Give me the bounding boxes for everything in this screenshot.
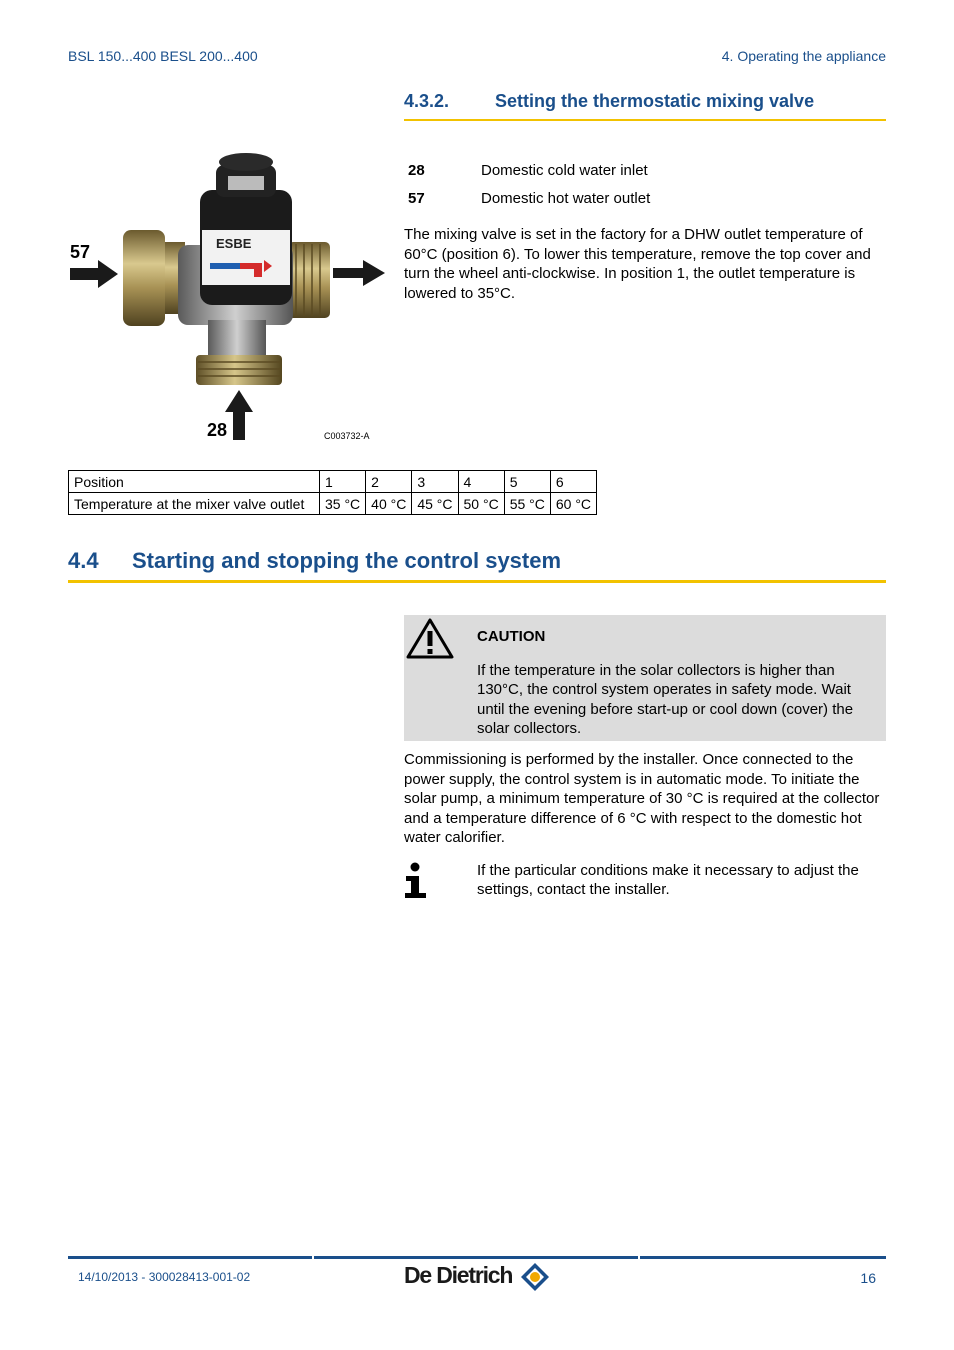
legend-description: Domestic hot water outlet (481, 190, 651, 207)
footer-rule (68, 1256, 886, 1259)
section-number: 4.4 (68, 548, 99, 573)
table-cell: 2 (366, 471, 412, 493)
legend-code: 57 (408, 190, 425, 207)
table-row (69, 471, 597, 493)
legend-item-57 (408, 190, 886, 210)
brand-diamond-icon (520, 1262, 550, 1292)
info-text: If the particular conditions make it necessary to adjust the settings, contact the installer. (477, 862, 859, 899)
table-cell: 50 °C (458, 493, 504, 515)
section-heading (68, 546, 886, 583)
mixing-valve-figure (68, 150, 388, 445)
caution-box (404, 615, 886, 741)
header-chapter: 4. Operating the appliance (721, 48, 886, 64)
commissioning-paragraph: Commissioning is performed by the installer. Once connected to the power supply, the control system is in automatic mode. To initiate the solar pump, a minimum temperature of 30 °C is required at the collector and a temperature difference of 6 °C with respect to the domestic hot water calorifier. (404, 751, 880, 846)
position-temperature-table (68, 470, 597, 515)
page-number: 16 (860, 1270, 876, 1286)
warning-triangle-icon (406, 617, 454, 659)
table-cell: 1 (320, 471, 366, 493)
figure-reference: C003732-A (324, 431, 370, 441)
table-cell: 6 (550, 471, 596, 493)
caution-text: If the temperature in the solar collectors is higher than 130°C, the control system operates in safety mode. Wait until the evening before start-up or cool down (cover) the solar collectors. (477, 662, 854, 737)
header-doc-title: BSL 150...400 BESL 200...400 (68, 48, 258, 64)
subsection-title: Setting the thermostatic mixing valve (495, 91, 815, 111)
subsection-number: 4.3.2. (404, 91, 450, 111)
figure-label-57: 57 (70, 242, 91, 262)
table-cell: Position (69, 471, 320, 493)
section-title: Starting and stopping the control system (132, 548, 562, 573)
table-cell: 55 °C (504, 493, 550, 515)
table-cell: 45 °C (412, 493, 458, 515)
footer-doc-ref: 14/10/2013 - 300028413-001-02 (78, 1270, 251, 1284)
subsection-heading (404, 91, 886, 121)
valve-brand-label: ESBE (216, 236, 252, 251)
brand-logo-text: De Dietrich (404, 1262, 513, 1288)
figure-label-28: 28 (207, 420, 228, 440)
table-cell: 40 °C (366, 493, 412, 515)
legend-description: Domestic cold water inlet (481, 162, 648, 179)
mixing-valve-paragraph: The mixing valve is set in the factory for a DHW outlet temperature of 60°C (position 6). To lower this temperature, remove the top cover and turn the wheel anti-clockwise. In position 1, the outlet temperature is lowered to 35°C. (404, 226, 871, 302)
table-cell: 60 °C (550, 493, 596, 515)
mixing-valve-image (68, 150, 388, 445)
outlet-arrow (333, 260, 385, 286)
inlet-arrow-28 (225, 390, 253, 440)
inlet-arrow-57 (70, 260, 118, 288)
table-cell: 35 °C (320, 493, 366, 515)
caution-title: CAUTION (477, 628, 546, 645)
table-cell: Temperature at the mixer valve outlet (69, 493, 320, 515)
table-cell: 5 (504, 471, 550, 493)
legend-code: 28 (408, 162, 425, 179)
table-cell: 3 (412, 471, 458, 493)
info-icon (404, 862, 428, 900)
table-row (69, 493, 597, 515)
brand-logo (404, 1262, 554, 1292)
legend-item-28 (408, 162, 886, 182)
table-cell: 4 (458, 471, 504, 493)
